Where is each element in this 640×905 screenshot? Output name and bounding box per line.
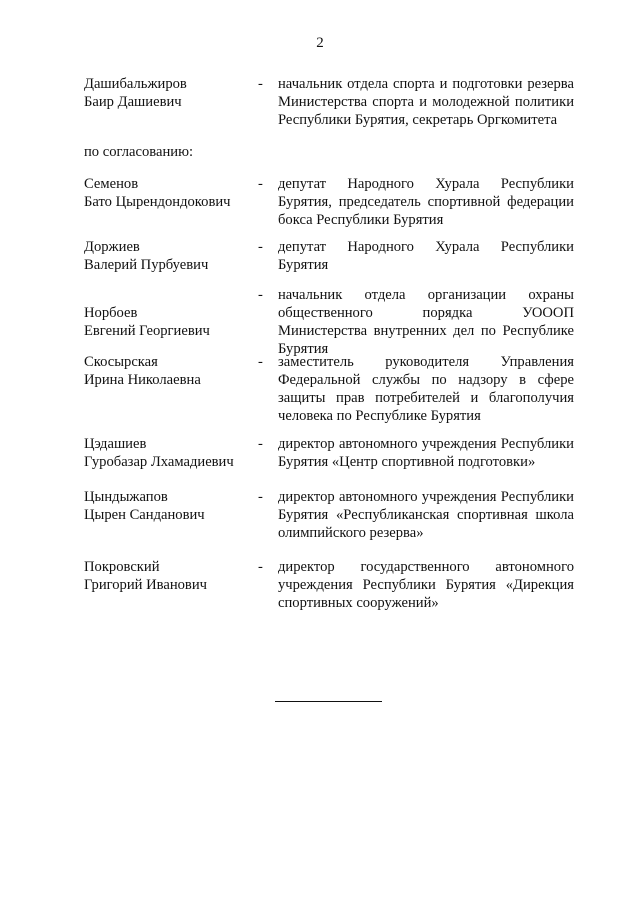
entry-dash: - xyxy=(258,176,263,192)
entry-dash: - xyxy=(258,436,263,452)
member-position: начальник отдела спорта и подготовки резерва Министерства спорта и молодежной политики Республики Бурятия, секретарь Оргкомитета xyxy=(278,76,574,128)
end-rule xyxy=(275,701,382,702)
member-name xyxy=(84,75,254,111)
member-name xyxy=(84,238,254,274)
member-position: заместитель руководителя Управления Федеральной службы по надзору в сфере защиты прав потребителей и благополучия человека по Республике Бурятия xyxy=(278,354,574,424)
member-position: директор автономного учреждения Республики Бурятия «Центр спортивной подготовки» xyxy=(278,436,574,470)
member-given-name: Ирина Николаевна xyxy=(84,372,201,388)
member-given-name: Гуробазар Лхамадиевич xyxy=(84,454,234,470)
member-name xyxy=(84,175,254,211)
member-name xyxy=(84,353,254,389)
member-surname: Семенов xyxy=(84,176,139,192)
member-position: директор автономного учреждения Республики Бурятия «Республиканская спортивная школа олимпийского резерва» xyxy=(278,489,574,541)
member-position: депутат Народного Хурала Республики Бурятия xyxy=(278,239,574,273)
member-name xyxy=(84,304,254,340)
member-position: начальник отдела организации охраны общественного порядка УОООП Министерства внутренних дел по Республике Бурятия xyxy=(278,287,574,357)
member-surname: Цэдашиев xyxy=(84,436,147,452)
member-surname: Покровский xyxy=(84,559,160,575)
entry-dash: - xyxy=(258,354,263,370)
entry-dash: - xyxy=(258,489,263,505)
entry-dash: - xyxy=(258,559,263,575)
entry-dash: - xyxy=(258,76,263,92)
member-position: депутат Народного Хурала Республики Бурятия, председатель спортивной федерации бокса Республики Бурятия xyxy=(278,176,574,228)
member-surname: Доржиев xyxy=(84,239,140,255)
page-number: 2 xyxy=(316,35,324,51)
member-given-name: Григорий Иванович xyxy=(84,577,207,593)
member-surname: Цындыжапов xyxy=(84,489,168,505)
member-position: директор государственного автономного учреждения Республики Бурятия «Дирекция спортивных сооружений» xyxy=(278,559,574,611)
section-label: по согласованию: xyxy=(84,144,194,160)
entry-dash: - xyxy=(258,239,263,255)
member-surname: Скосырская xyxy=(84,354,158,370)
member-name xyxy=(84,488,254,524)
member-given-name: Баир Дашиевич xyxy=(84,94,182,110)
member-name xyxy=(84,558,254,594)
member-given-name: Бато Цырендондокович xyxy=(84,194,231,210)
member-given-name: Евгений Георгиевич xyxy=(84,323,210,339)
member-surname: Норбоев xyxy=(84,305,138,321)
member-name xyxy=(84,435,254,471)
member-given-name: Валерий Пурбуевич xyxy=(84,257,209,273)
member-given-name: Цырен Санданович xyxy=(84,507,205,523)
entry-dash: - xyxy=(258,287,263,303)
member-surname: Дашибальжиров xyxy=(84,76,187,92)
